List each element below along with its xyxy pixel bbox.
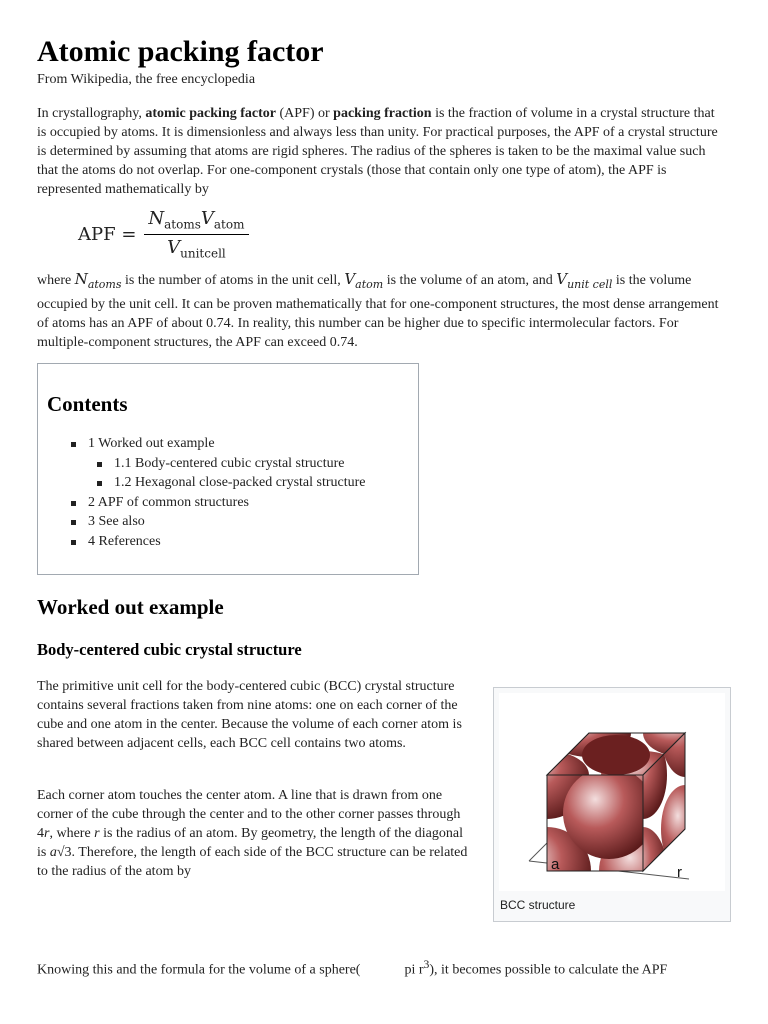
after-text-1: where [37,273,75,288]
intro-text-2: (APF) or [276,106,334,121]
apf-formula [78,204,249,264]
toc-item-see-also[interactable]: 3 See also [71,512,366,532]
last-text-3: ), it becomes possible to calculate the APF [429,962,668,978]
bcc2-text-1: Each corner atom touches the center atom. A line that is drawn from one corner of the cube through the center and to the other corner passes through 4 [37,788,461,841]
num-v-sub: atom [213,217,245,232]
var-n: N [74,270,88,288]
intro-text-1: In crystallography, [37,106,146,121]
definitions-paragraph [37,270,727,352]
axis-line [529,843,547,861]
var-v-atom-sub: atom [355,277,384,291]
var-r-1: r [44,826,50,841]
toc-title: Contents [47,392,128,416]
article [37,34,731,978]
bcc-structure-image[interactable] [499,693,725,891]
formula-lhs: APF = [78,223,137,245]
subsection-heading-bcc: Body-centered cubic crystal structure [37,640,302,659]
label-r: r [677,864,682,881]
bcc-paragraph-1: The primitive unit cell for the body-centered cubic (BCC) crystal structure contains several fractions taken from nine atoms: one on each corner of the cube and one atom in the center. Because the volume of each corner atom is shared between adjacent cells, each BCC cell contains two atoms. [37,679,462,751]
bcc2-text-2: , where [49,826,95,841]
var-n-sub: atoms [87,277,122,291]
var-v-cell-sub: unit cell [567,277,613,291]
toc-item-hcp[interactable]: 1.2 Hexagonal close-packed crystal structure [97,473,366,493]
den-v: V [167,236,181,258]
bcc2-text-4: . Therefore, the length of each side of the BCC structure can be related to the radius of the atom by [37,845,468,879]
figure-caption: BCC structure [500,898,576,912]
toc-item-worked-example[interactable]: 1 Worked out example [71,434,366,454]
label-a: a [551,856,560,873]
section-heading-worked-example: Worked out example [37,595,224,619]
after-text-3: is the volume of an atom, and [383,273,557,288]
toc-item-references[interactable]: 4 References [71,532,366,552]
num-n: N [148,207,165,229]
term-apf: atomic packing factor [145,106,276,121]
var-v-atom: V [344,270,356,288]
intro-paragraph [37,104,727,199]
var-a: a [49,845,57,860]
den-v-sub: unitcell [180,246,226,261]
toc-item-common-structures[interactable]: 2 APF of common structures [71,493,366,513]
var-v-cell: V [556,270,568,288]
sphere-volume-paragraph [37,955,737,980]
bcc-paragraph-2 [37,786,469,881]
bcc2-text-3: is the radius of an atom. By geometry, the length of the diagonal is [37,826,464,860]
num-v: V [200,207,214,229]
page-title: Atomic packing factor [37,35,324,68]
table-of-contents [37,363,419,575]
intro-text-3: is the fraction of volume in a crystal structure that is occupied by atoms. It is dimensionless and always less than unity. For practical purposes, the APF of a crystal structure is determined by assuming that atoms are rigid spheres. The radius of the spheres is taken to be the maximal value such that the atoms do not overlap. For one-component crystals (those that contain only one type of atom), the APF is represented mathematically by [37,106,718,197]
var-r-2: r [94,826,100,841]
tagline: From Wikipedia, the free encyclopedia [37,72,256,87]
after-text-2: is the number of atoms in the unit cell, [121,273,345,288]
formula-fraction [144,208,248,260]
sqrt-3: √3 [56,845,72,860]
toc-list [71,434,366,551]
term-packing-fraction: packing fraction [333,106,432,121]
last-text-2: pi r [404,962,424,978]
after-text-4: is the volume occupied by the unit cell. It can be proven mathematically that for one-component structures, the most dense arrangement of atoms has an APF of about 0.74. In reality, this number can be higher due to specific intermolecular factors. For multiple-component structures, the APF can exceed 0.74. [37,273,719,350]
formula-denominator [167,235,226,261]
toc-item-bcc[interactable]: 1.1 Body-centered cubic crystal structure [97,454,366,474]
bcc-figure [493,687,731,922]
num-n-sub: atoms [164,217,201,232]
bcc-cube-illustration [499,693,725,891]
formula-numerator [144,208,248,235]
exponent: 3 [423,958,430,971]
last-text-1: Knowing this and the formula for the volume of a sphere( [37,962,361,978]
